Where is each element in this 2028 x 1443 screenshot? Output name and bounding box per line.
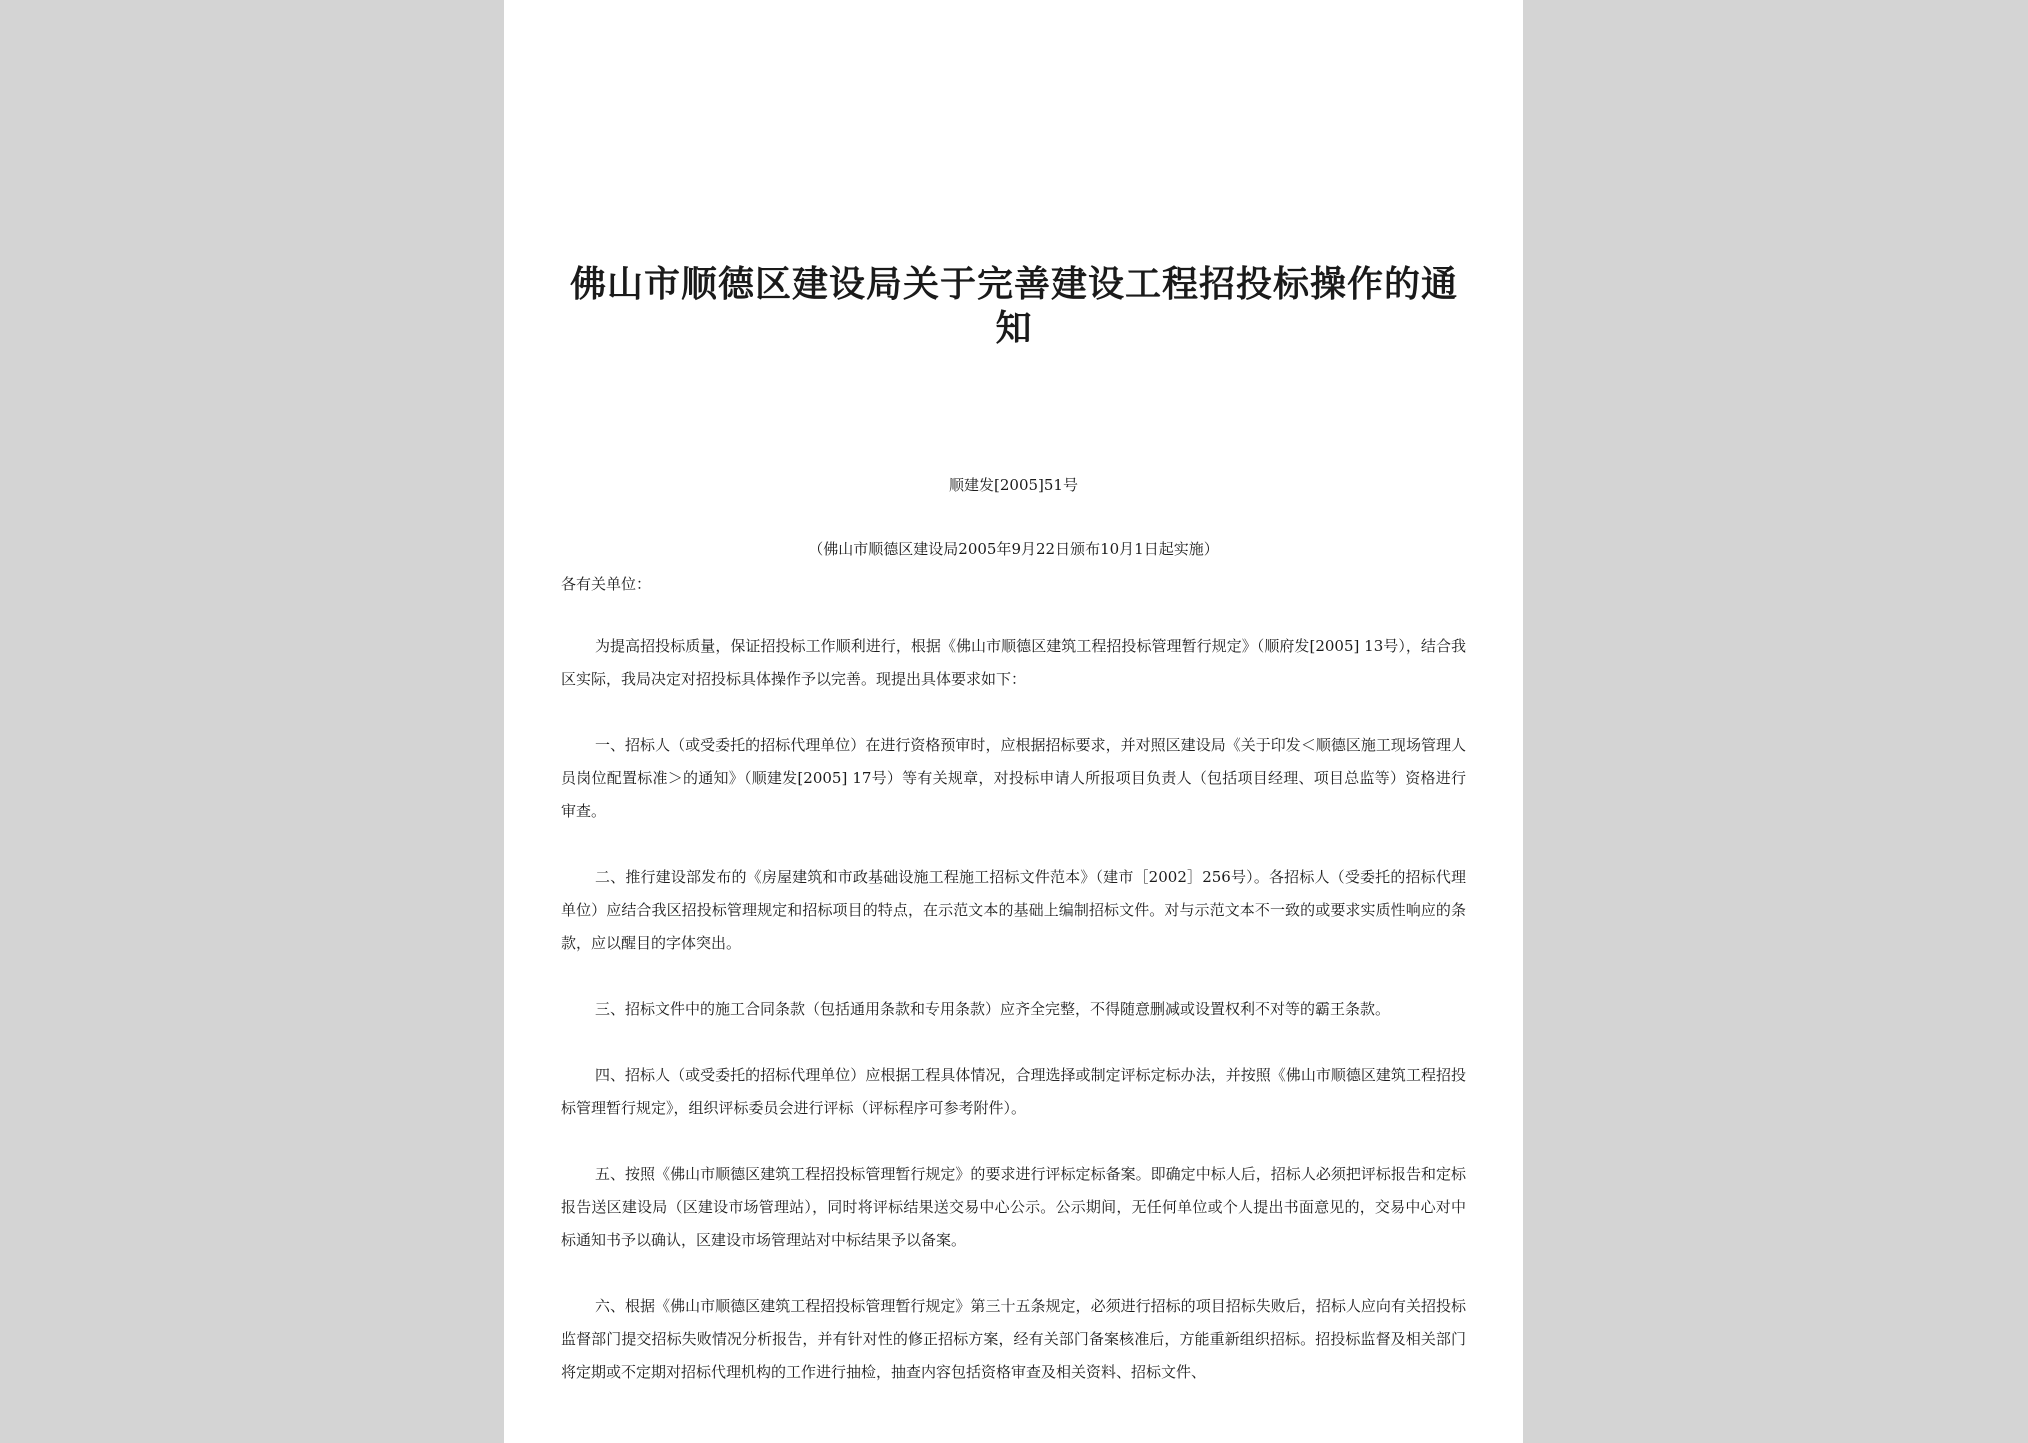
intro-paragraph: 为提高招投标质量，保证招投标工作顺利进行，根据《佛山市顺德区建筑工程招投标管理暂行规定》（顺府发[2005] 13号），结合我区实际，我局决定对招投标具体操作予以完善。现提出具体要求如下：	[561, 637, 1466, 688]
document-title: 佛山市顺德区建设局关于完善建设工程招投标操作的通知	[569, 263, 1458, 349]
salutation: 各有关单位：	[561, 575, 652, 593]
clause-4-paragraph: 四、招标人（或受委托的招标代理单位）应根据工程具体情况，合理选择或制定评标定标办法，并按照《佛山市顺德区建筑工程招投标管理暂行规定》，组织评标委员会进行评标（评标程序可参考附件）。	[561, 1066, 1466, 1117]
clause-2-paragraph: 二、推行建设部发布的《房屋建筑和市政基础设施工程施工招标文件范本》（建市［2002］256号）。各招标人（受委托的招标代理单位）应结合我区招投标管理规定和招标项目的特点，在示范文本的基础上编制招标文件。对与示范文本不一致的或要求实质性响应的条款，应以醒目的字体突出。	[561, 868, 1466, 952]
document-page	[504, 0, 1523, 1443]
document-body	[561, 630, 1466, 1422]
clause-1-paragraph: 一、招标人（或受委托的招标代理单位）在进行资格预审时，应根据招标要求，并对照区建设局《关于印发＜顺德区施工现场管理人员岗位配置标准＞的通知》（顺建发[2005] 17号）等有关规章，对投标申请人所报项目负责人（包括项目经理、项目总监等）资格进行审查。	[561, 736, 1466, 820]
clause-6-paragraph: 六、根据《佛山市顺德区建筑工程招投标管理暂行规定》第三十五条规定，必须进行招标的项目招标失败后，招标人应向有关招投标监督部门提交招标失败情况分析报告，并有针对性的修正招标方案，经有关部门备案核准后，方能重新组织招标。招投标监督及相关部门将定期或不定期对招标代理机构的工作进行抽检，抽查内容包括资格审查及相关资料、招标文件、	[561, 1297, 1466, 1381]
clause-5-paragraph: 五、按照《佛山市顺德区建筑工程招投标管理暂行规定》的要求进行评标定标备案。即确定中标人后，招标人必须把评标报告和定标报告送区建设局（区建设市场管理站），同时将评标结果送交易中心公示。公示期间，无任何单位或个人提出书面意见的，交易中心对中标通知书予以确认，区建设市场管理站对中标结果予以备案。	[561, 1165, 1466, 1249]
effective-date-note: （佛山市顺德区建设局2005年9月22日颁布10月1日起实施）	[808, 540, 1219, 558]
document-number: 顺建发[2005]51号	[949, 476, 1078, 494]
clause-3-paragraph: 三、招标文件中的施工合同条款（包括通用条款和专用条款）应齐全完整，不得随意删减或设置权利不对等的霸王条款。	[595, 1000, 1391, 1018]
